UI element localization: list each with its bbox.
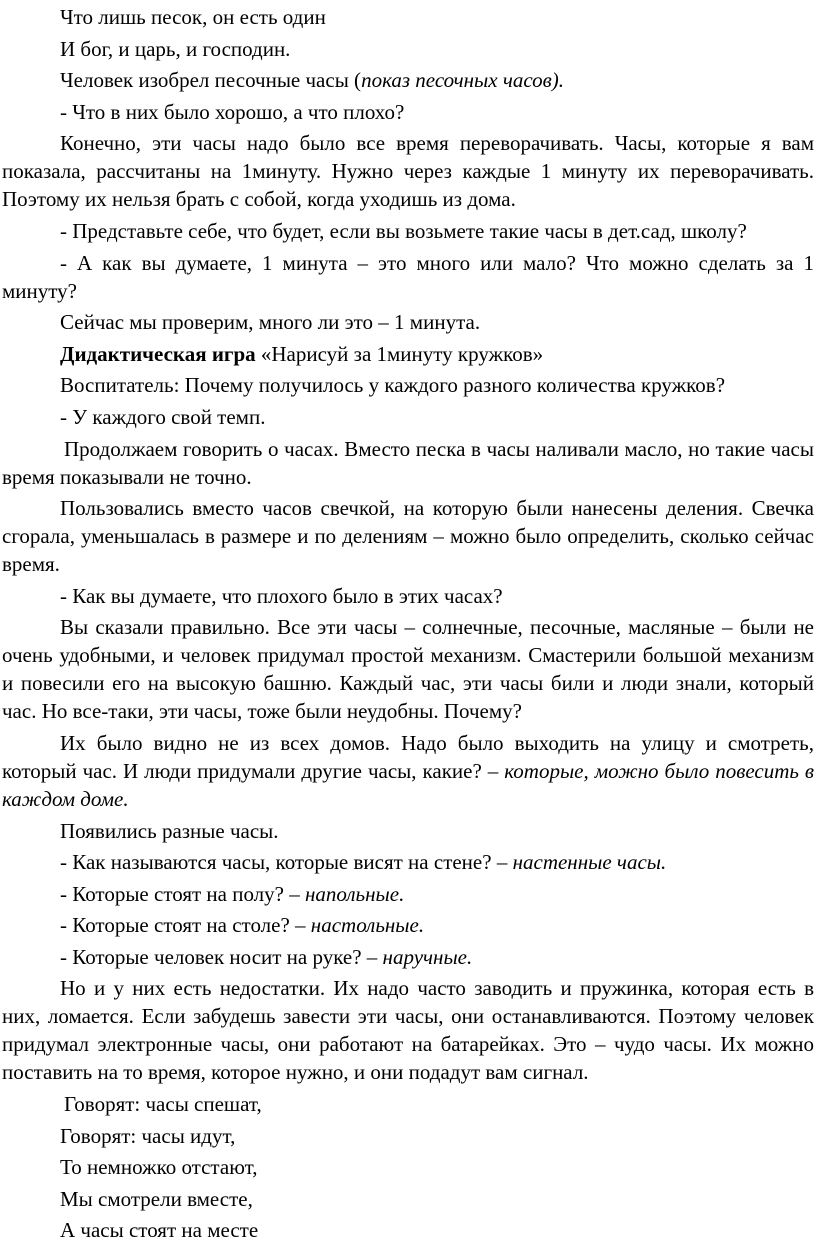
text-run: Говорят: часы идут,: [60, 1123, 236, 1148]
text-run: - Которые человек носит на руке? –: [60, 944, 383, 969]
text-run: «Нарисуй за 1минуту кружков»: [255, 341, 544, 366]
text-run: Сейчас мы проверим, много ли это – 1 минута.: [60, 310, 481, 335]
paragraph: [2, 613, 814, 725]
paragraph: [2, 1216, 814, 1244]
text-run: Их было видно не из всех домов. Надо было выходить на улицу и смотреть, который час. И люди придумали другие часы, какие? –: [2, 730, 814, 783]
italic-text-run: настенные часы.: [512, 850, 667, 875]
paragraph: [2, 880, 814, 908]
paragraph: [2, 249, 814, 305]
paragraph: [2, 1122, 814, 1150]
paragraph: [2, 582, 814, 610]
paragraph: [2, 848, 814, 876]
italic-text-run: которые, можно было повесить в каждом доме.: [2, 758, 815, 811]
text-run: - Которые стоят на полу? –: [60, 881, 305, 906]
paragraph: [2, 911, 814, 939]
text-run: Что лишь песок, он есть один: [60, 5, 326, 29]
paragraph: [2, 66, 814, 94]
text-run: - Как называются часы, которые висят на стене? –: [60, 850, 513, 875]
paragraph: [2, 1153, 814, 1181]
bold-text-run: Дидактическая игра: [60, 341, 256, 366]
text-run: Но и у них есть недостатки. Их надо часто заводить и пружинка, которая есть в них, ломается. Если забудешь завести эти часы, они останавливаются. Поэтому человек придумал электронные часы, они работают на батарейках. Это – чудо часы. Их можно поставить на то время, которое нужно, и они подадут вам сигнал.: [2, 976, 814, 1085]
text-run: То немножко отстают,: [60, 1155, 258, 1180]
paragraph: [2, 817, 814, 845]
paragraph: [2, 3, 814, 31]
text-run: - Как вы думаете, что плохого было в этих часах?: [60, 583, 503, 608]
paragraph: [2, 494, 814, 578]
text-run: - А как вы думаете, 1 минута – это много или мало? Что можно сделать за 1 минуту?: [2, 250, 814, 303]
italic-text-run: настольные.: [310, 913, 425, 938]
text-run: Человек изобрел песочные часы (: [60, 68, 362, 93]
paragraph: [2, 1185, 814, 1213]
paragraph: [2, 974, 814, 1086]
paragraph: [2, 435, 814, 491]
text-run: Появились разные часы.: [60, 818, 279, 843]
paragraph: [2, 340, 814, 368]
text-run: А часы стоят на месте: [60, 1218, 259, 1243]
paragraph: [2, 729, 814, 813]
paragraph: [2, 371, 814, 399]
paragraph: [2, 1090, 814, 1118]
text-run: Конечно, эти часы надо было все время переворачивать. Часы, которые я вам показала, рассчитаны на 1минуту. Нужно через каждые 1 минуту их переворачивать. Поэтому их нельзя брать с собой, когда уходишь из дома.: [2, 131, 814, 212]
text-run: - У каждого свой темп.: [60, 404, 266, 429]
text-run: Воспитатель: Почему получилось у каждого разного количества кружков?: [60, 373, 726, 398]
italic-text-run: наручные.: [382, 944, 473, 969]
text-run: - Что в них было хорошо, а что плохо?: [60, 99, 405, 124]
paragraph: [2, 943, 814, 971]
text-run: - Которые стоят на столе? –: [60, 913, 311, 938]
text-run: Пользовались вместо часов свечкой, на которую были нанесены деления. Свечка сгорала, уменьшалась в размере и по делениям – можно было определить, сколько сейчас время.: [2, 496, 814, 577]
italic-text-run: показ песочных часов).: [361, 68, 565, 93]
text-run: И бог, и царь, и господин.: [60, 36, 291, 61]
paragraph: [2, 98, 814, 126]
text-run: Мы смотрели вместе,: [60, 1186, 253, 1211]
paragraph: [2, 403, 814, 431]
paragraph: [2, 129, 814, 213]
text-run: Вы сказали правильно. Все эти часы – солнечные, песочные, масляные – были не очень удобными, и человек придумал простой механизм. Смастерили большой механизм и повесили его на высокую башню. Каждый час, эти часы били и люди знали, который час. Но все-таки, эти часы, тоже были неудобны. Почему?: [2, 615, 814, 724]
text-run: Говорят: часы спешат,: [64, 1092, 262, 1117]
text-run: - Представьте себе, что будет, если вы возьмете такие часы в дет.сад, школу?: [60, 218, 747, 243]
text-run: Продолжаем говорить о часах. Вместо песка в часы наливали масло, но такие часы время показывали не точно.: [2, 436, 814, 489]
paragraph: [2, 308, 814, 336]
paragraph: [2, 35, 814, 63]
italic-text-run: напольные.: [305, 881, 405, 906]
paragraph: [2, 217, 814, 245]
